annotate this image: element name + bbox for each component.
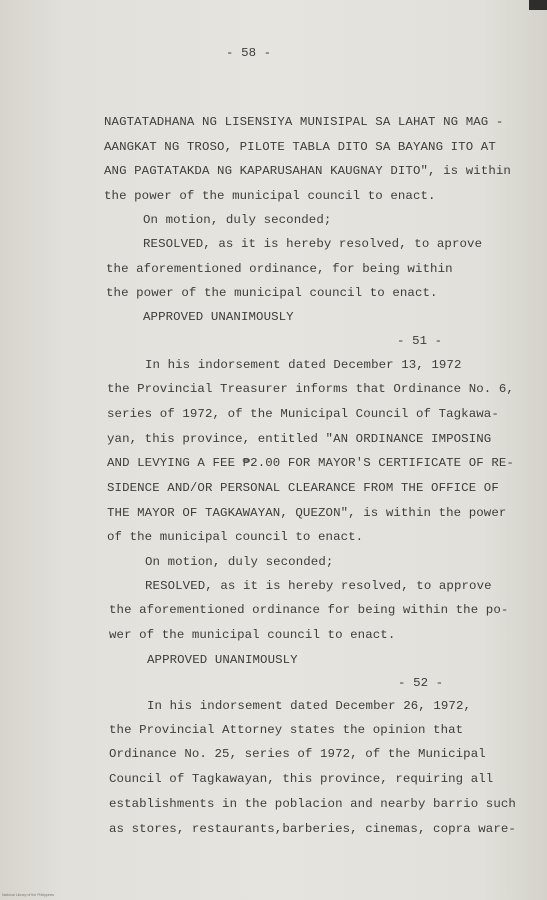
text-line: AND LEVYING A FEE ₱2.00 FOR MAYOR'S CERTIFICATE OF RE- xyxy=(107,456,514,470)
text-line: Ordinance No. 25, series of 1972, of the Municipal xyxy=(109,747,486,761)
text-line: THE MAYOR OF TAGKAWAYAN, QUEZON", is within the power xyxy=(107,506,507,520)
text-line: the Provincial Treasurer informs that Ordinance No. 6, xyxy=(107,382,514,396)
text-line: AANGKAT NG TROSO, PILOTE TABLA DITO SA BAYANG ITO AT xyxy=(104,140,496,154)
text-line: the power of the municipal council to enact. xyxy=(106,286,438,300)
text-line: yan, this province, entitled "AN ORDINANCE IMPOSING xyxy=(107,432,492,446)
text-line: of the municipal council to enact. xyxy=(107,530,364,544)
text-line: the power of the municipal council to enact. xyxy=(104,189,436,203)
text-line: series of 1972, of the Municipal Council of Tagkawa- xyxy=(107,407,499,421)
text-line: the aforementioned ordinance, for being within xyxy=(106,262,453,276)
text-line: SIDENCE AND/OR PERSONAL CLEARANCE FROM THE OFFICE OF xyxy=(107,481,499,495)
text-line: the Provincial Attorney states the opinion that xyxy=(109,723,464,737)
text-line: Council of Tagkawayan, this province, requiring all xyxy=(109,772,494,786)
text-line: On motion, duly seconded; xyxy=(143,213,332,227)
footer-watermark: National Library of the Philippines xyxy=(2,893,55,897)
text-line: the aforementioned ordinance for being within the po- xyxy=(109,603,509,617)
item-number: - 52 - xyxy=(398,676,444,690)
text-line: On motion, duly seconded; xyxy=(145,555,334,569)
text-line: as stores, restaurants,barberies, cinemas, copra ware- xyxy=(109,822,516,836)
text-line: RESOLVED, as it is hereby resolved, to approve xyxy=(145,579,492,593)
approval-line: APPROVED UNANIMOUSLY xyxy=(147,653,298,667)
text-line: NAGTATADHANA NG LISENSIYA MUNISIPAL SA LAHAT NG MAG - xyxy=(104,115,504,129)
text-line: establishments in the poblacion and nearby barrio such xyxy=(109,797,516,811)
item-number: - 51 - xyxy=(397,334,443,348)
scan-corner xyxy=(529,0,547,10)
page-number: - 58 - xyxy=(226,46,272,60)
text-line: RESOLVED, as it is hereby resolved, to aprove xyxy=(143,237,483,251)
text-line: ANG PAGTATAKDA NG KAPARUSAHAN KAUGNAY DITO", is within xyxy=(104,164,511,178)
text-line: In his indorsement dated December 13, 1972 xyxy=(145,358,462,372)
text-line: wer of the municipal council to enact. xyxy=(109,628,396,642)
approval-line: APPROVED UNANIMOUSLY xyxy=(143,310,294,324)
text-line: In his indorsement dated December 26, 1972, xyxy=(147,699,472,713)
